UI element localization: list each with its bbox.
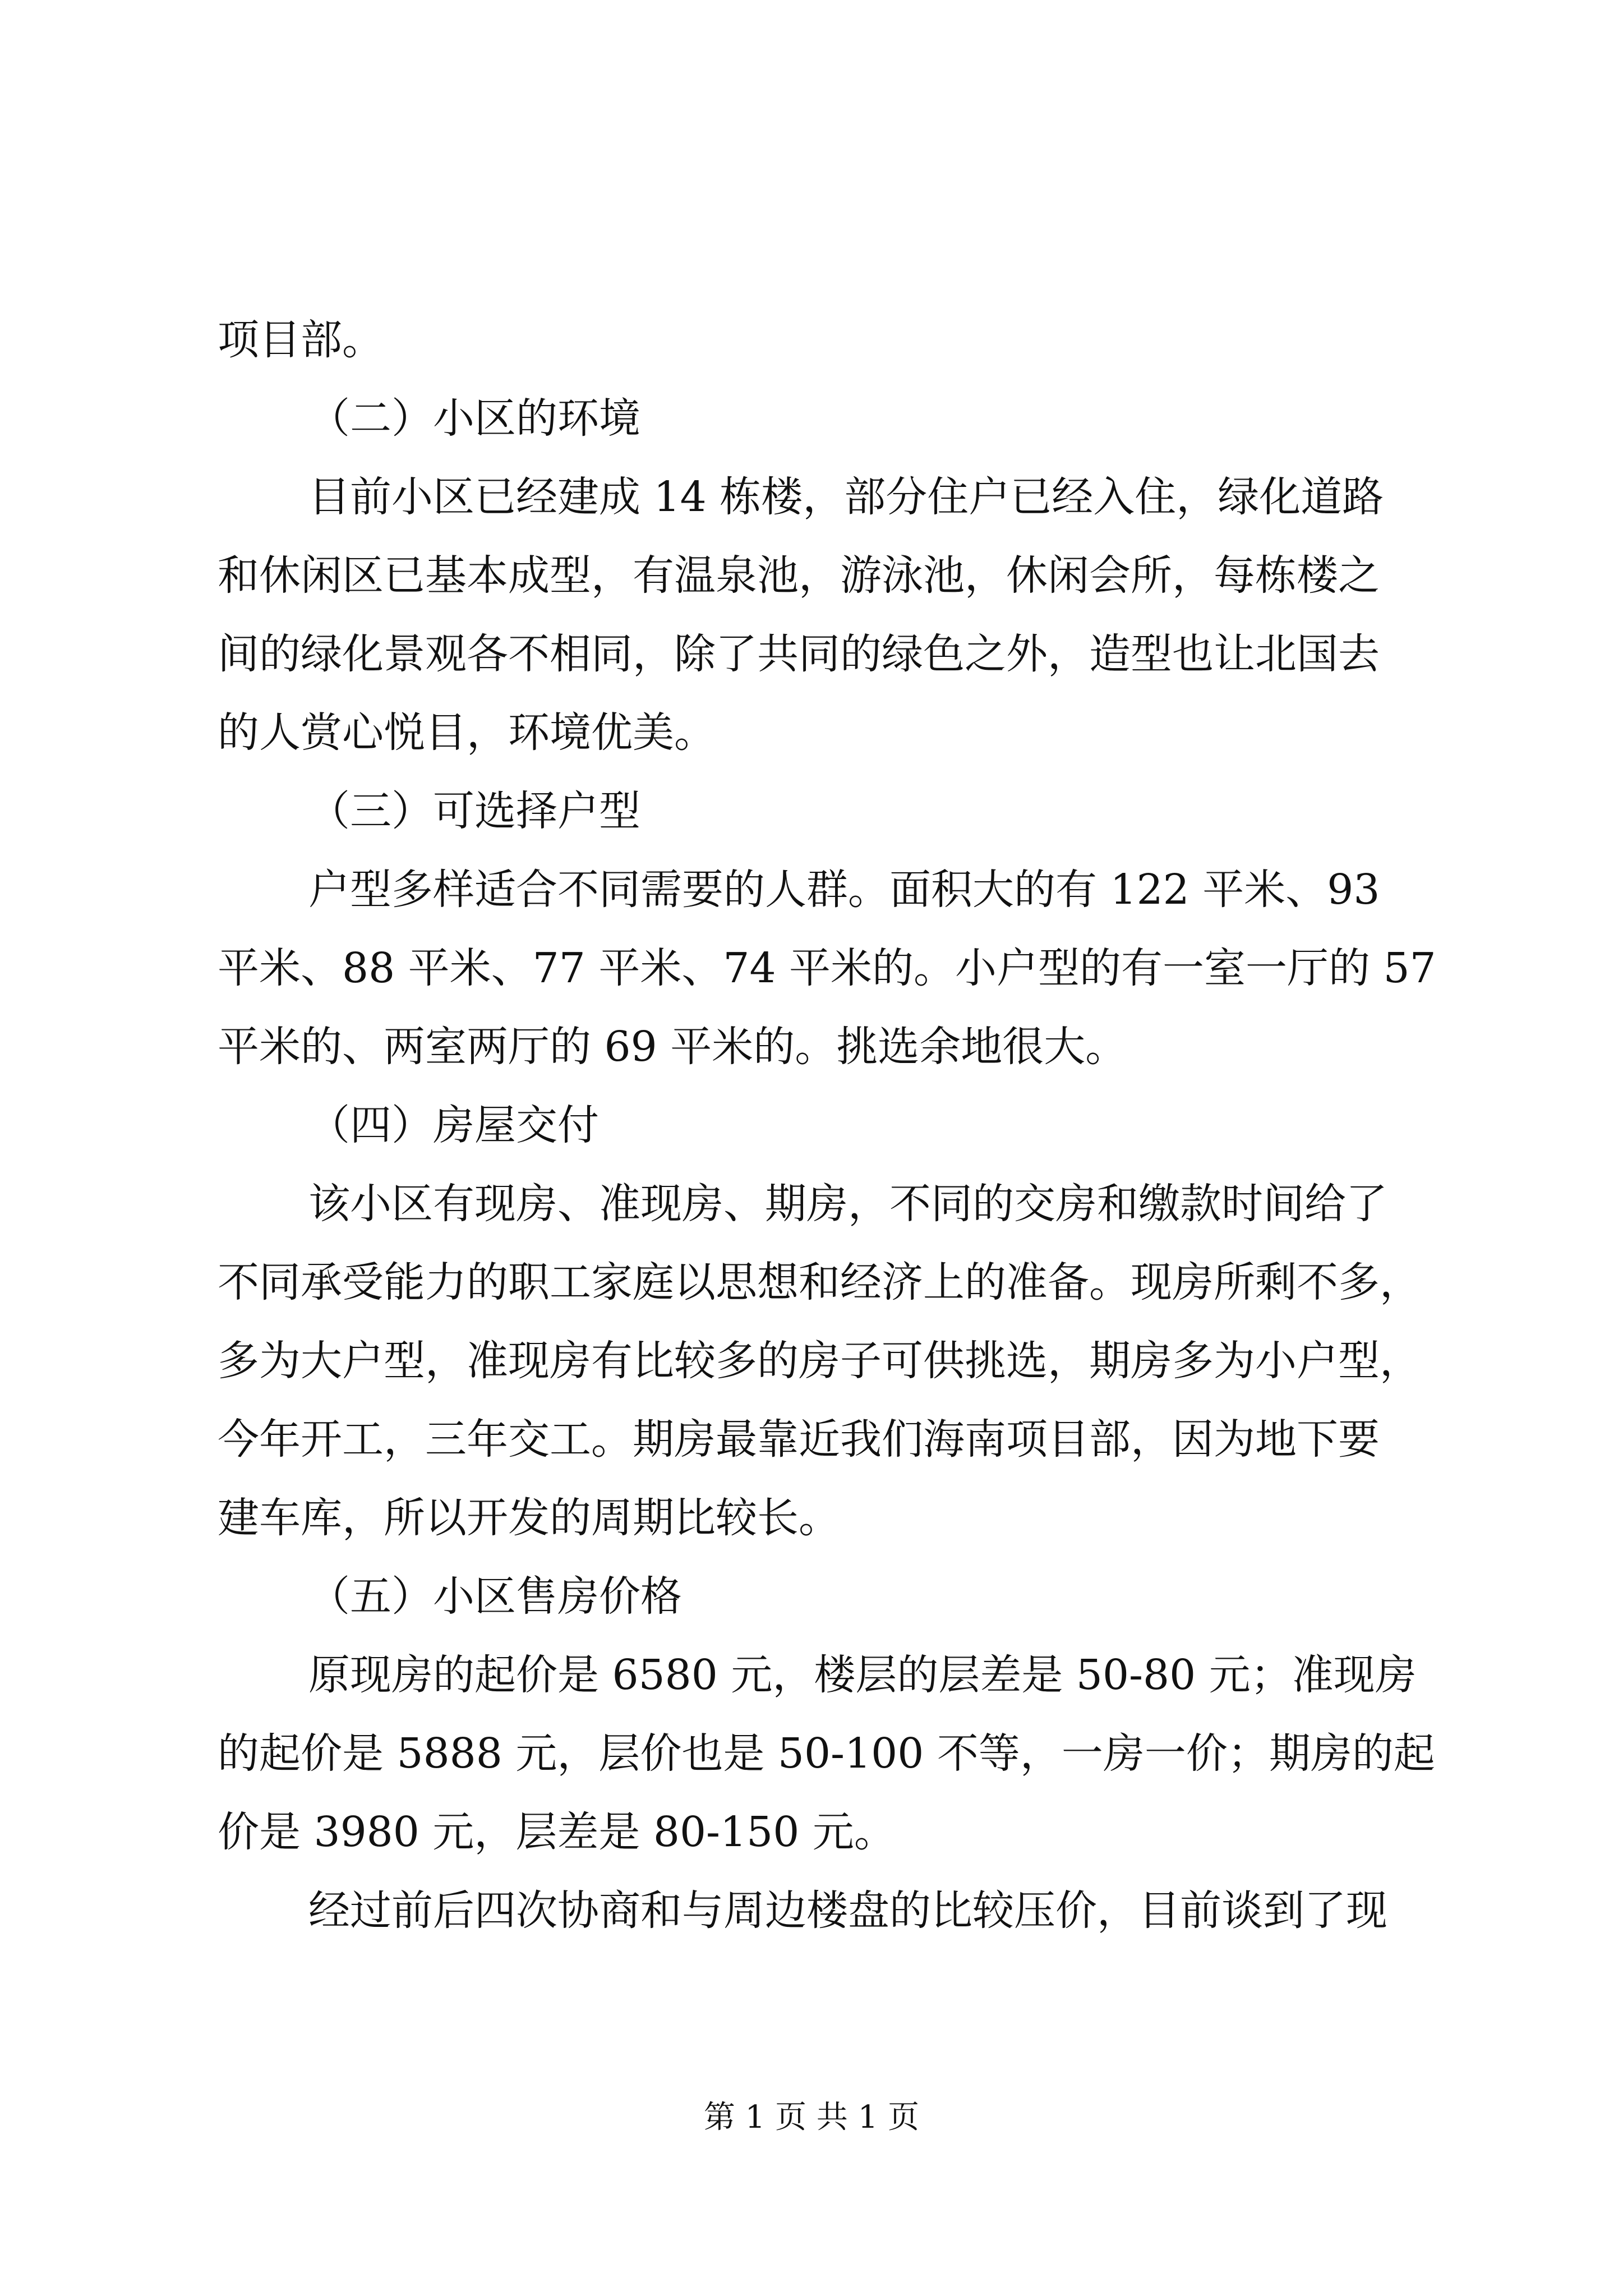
paragraph-line: 户型多样适合不同需要的人群。面积大的有 122 平米、93 — [308, 866, 1380, 914]
section-heading-environment: （二）小区的环境 — [308, 394, 640, 443]
paragraph-continuation: 项目部。 — [218, 316, 384, 364]
paragraph-line: 该小区有现房、准现房、期房，不同的交房和缴款时间给了 — [308, 1180, 1387, 1228]
paragraph-line: 价是 3980 元，层差是 80-150 元。 — [218, 1808, 896, 1856]
section-heading-pricing: （五）小区售房价格 — [308, 1572, 682, 1621]
paragraph-line: 平米、88 平米、77 平米、74 平米的。小户型的有一室一厅的 57 — [218, 944, 1436, 992]
paragraph-line: 原现房的起价是 6580 元，楼层的层差是 50-80 元；准现房 — [308, 1651, 1417, 1699]
paragraph-line: 平米的、两室两厅的 69 平米的。挑选余地很大。 — [218, 1023, 1127, 1071]
paragraph-line: 间的绿化景观各不相同，除了共同的绿色之外，造型也让北国去 — [218, 630, 1380, 678]
paragraph-line: 的起价是 5888 元，层价也是 50-100 不等，一房一价；期房的起 — [218, 1729, 1435, 1778]
paragraph-line: 多为大户型，准现房有比较多的房子可供挑选，期房多为小户型， — [218, 1337, 1421, 1385]
paragraph-line: 经过前后四次协商和与周边楼盘的比较压价，目前谈到了现 — [308, 1887, 1387, 1935]
paragraph-line: 目前小区已经建成 14 栋楼，部分住户已经入住，绿化道路 — [308, 473, 1384, 521]
paragraph-line: 和休闲区已基本成型，有温泉池，游泳池，休闲会所，每栋楼之 — [218, 551, 1380, 600]
paragraph-line: 的人赏心悦目，环境优美。 — [218, 708, 716, 757]
section-heading-delivery: （四）房屋交付 — [308, 1101, 599, 1149]
paragraph-line: 今年开工，三年交工。期房最靠近我们海南项目部，因为地下要 — [218, 1415, 1380, 1464]
page-number-footer: 第 1 页 共 1 页 — [703, 2099, 920, 2136]
section-heading-unit-types: （三）可选择户型 — [308, 787, 640, 835]
paragraph-line: 不同承受能力的职工家庭以思想和经济上的准备。现房所剩不多， — [218, 1258, 1421, 1306]
paragraph-line: 建车库，所以开发的周期比较长。 — [218, 1494, 840, 1542]
